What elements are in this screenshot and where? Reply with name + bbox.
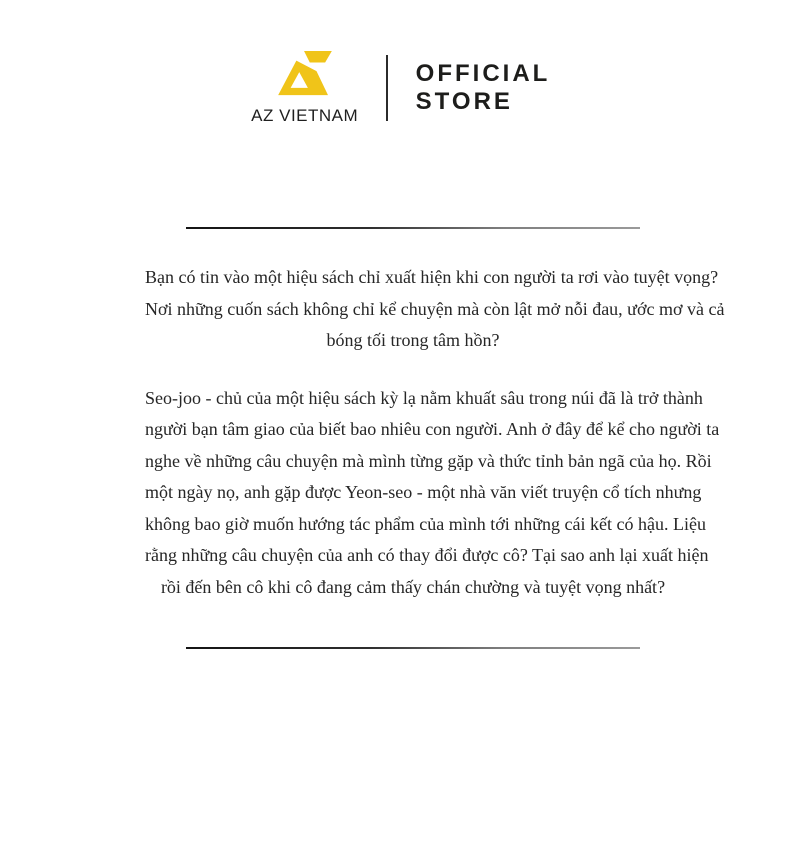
description-line: nghe về những câu chuyện mà mình từng gặp và thức tỉnh bản ngã của họ. Rồi [145,450,712,471]
description-line: Bạn có tin vào một hiệu sách chỉ xuất hiện khi con người ta rơi vào tuyệt vọng? [145,267,719,287]
official-store-line1: OFFICIAL [415,60,551,87]
description-line: người bạn tâm giao của biết bao nhiêu con người. Anh ở đây để kể cho người ta [145,419,720,439]
description-line: một ngày nọ, anh gặp được Yeon-seo - một nhà văn viết truyện cổ tích nhưng [145,482,702,502]
description-line: rằng những câu chuyện của anh có thay đổi được cô? Tại sao anh lại xuất hiện [145,545,709,565]
brand-divider [386,55,388,121]
description-paragraph-2 [145,383,720,604]
az-vietnam-logo-icon [278,51,332,97]
official-store-line2: STORE [415,88,513,115]
description-paragraph-1 [145,262,725,357]
official-store-label [416,60,551,116]
description-line: bóng tối trong tâm hồn? [326,330,500,350]
brand-header [0,48,800,128]
description-line: không bao giờ muốn hướng tác phẩm của mình tới những cái kết có hậu. Liệu [145,513,706,534]
description-block [145,227,725,649]
bottom-divider-rule [186,647,640,649]
top-divider-rule [186,227,640,229]
description-line: Nơi những cuốn sách không chỉ kể chuyện mà còn lật mở nỗi đau, ước mơ và cả [145,298,725,319]
description-line: rồi đến bên cô khi cô đang cảm thấy chán chường và tuyệt vọng nhất? [160,576,666,597]
description-line: Seo-joo - chủ của một hiệu sách kỳ lạ nằm khuất sâu trong núi đã là trở thành [145,387,703,408]
brand-wordmark: AZ VIETNAM [251,105,359,125]
brand-logo-block [250,51,360,126]
